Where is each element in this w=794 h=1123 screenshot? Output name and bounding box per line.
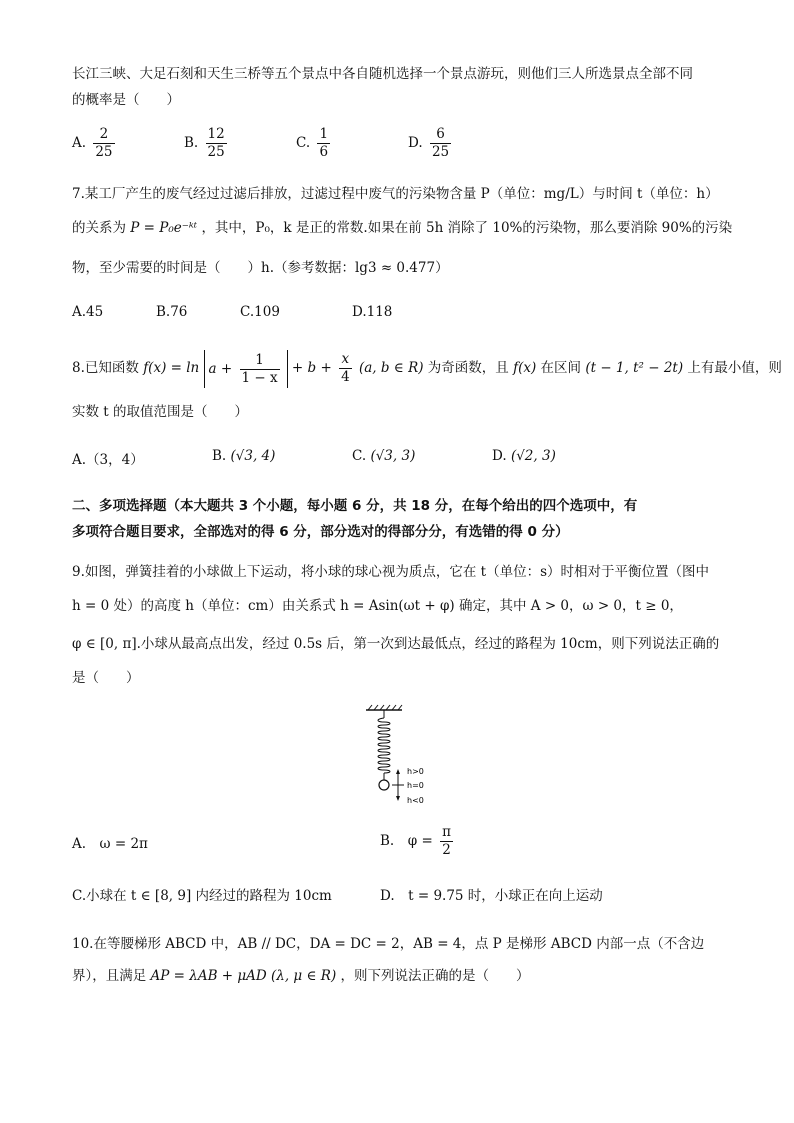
q10-line1: 10.在等腰梯形 ABCD 中，AB // DC，DA = DC = 2，AB = 4，点 P 是梯形 ABCD 内部一点（不含边 — [72, 936, 705, 952]
q9-line1: 9.如图，弹簧挂着的小球做上下运动，将小球的球心视为质点，它在 t（单位：s）时相对于平衡位置（图中 — [72, 564, 710, 580]
label-h-positive: h>0 — [407, 767, 424, 776]
q6-option-b-fraction: $\frac{12}{25}$ — [207, 126, 225, 160]
q9-option-c: C.小球在 t ∈ [8, 9] 内经过的路程为 10cm — [72, 888, 332, 904]
q6-option-b: B. $\frac{12}{25}$ — [184, 126, 225, 160]
q8-absolute-value: a + $\frac{1}{1 - x}$ — [204, 350, 288, 388]
q8-option-a: A.（3，4） — [72, 452, 144, 468]
q9-option-d: D. t = 9.75 时，小球正在向上运动 — [380, 888, 603, 904]
q6-option-a-fraction: $\frac{2}{25}$ — [95, 126, 113, 160]
q6-option-d-fraction: $\frac{6}{25}$ — [431, 126, 450, 160]
q9-line2: h = 0 处）的高度 h（单位：cm）由关系式 h = Asin(ωt + φ) 确定，其中 A > 0，ω > 0，t ≥ 0， — [72, 598, 683, 614]
section2-heading-line1: 二、多项选择题（本大题共 3 个小题，每小题 6 分，共 18 分，在每个给出的四个选项中，有 — [72, 498, 638, 514]
q10-line2: 界），且满足 AP = λAB + μAD (λ, μ ∈ R) ，则下列说法正确的是（ ） — [72, 968, 530, 984]
q9-option-b: B. φ = $\frac{\pi}{2}$ — [380, 824, 451, 858]
label-h-negative: h<0 — [407, 796, 424, 805]
q6-option-d: D. $\frac{6}{25}$ — [408, 126, 450, 160]
q9-option-a: A. ω = 2π — [72, 836, 148, 852]
q8-option-c: C. (√3, 3) — [352, 448, 416, 464]
q7-option-a: A.45 — [72, 304, 104, 320]
q10-vector-equation: AP = λAB + μAD (λ, μ ∈ R) — [150, 968, 337, 984]
q6-option-a: A. $\frac{2}{25}$ — [72, 126, 113, 160]
spring-diagram — [360, 704, 440, 810]
q7-option-d: D.118 — [352, 304, 393, 320]
q7-line2: 的关系为 P = P₀e⁻ᵏᵗ ，其中，P₀，k 是正的常数.如果在前 5h 消除了 10%的污染物，那么要消除 90%的污染 — [72, 220, 733, 236]
q7-option-c: C.109 — [240, 304, 280, 320]
q6-line2: 的概率是（ ） — [72, 92, 180, 108]
q8-option-b: B. (√3, 4) — [212, 448, 276, 464]
q7-option-b: B.76 — [156, 304, 188, 320]
q8-line1: 8.已知函数 f(x) = ln a + $\frac{1}{1 - x}$ + b + $\frac{x}{4}$ (a, b ∈ R) 为奇函数，且 f(x) 在区间 (t − 1, t² − 2t) 上有最小值，则 — [72, 351, 782, 386]
label-h-zero: h=0 — [407, 781, 424, 790]
q6-option-c: C. $\frac{1}{6}$ — [296, 126, 329, 160]
q7-formula: P = P₀e⁻ᵏᵗ — [130, 220, 198, 236]
q6-line1: 长江三峡、大足石刻和天生三桥等五个景点中各自随机选择一个景点游玩，则他们三人所选景点全部不同 — [72, 66, 693, 82]
q8-option-d: D. (√2, 3) — [492, 448, 556, 464]
section2-heading-line2: 多项符合题目要求，全部选对的得 6 分，部分选对的得部分分，有选错的得 0 分） — [72, 524, 569, 540]
q7-line1: 7.某工厂产生的废气经过过滤后排放，过滤过程中废气的污染物含量 P（单位：mg/L）与时间 t（单位：h） — [72, 186, 719, 202]
q8-line2: 实数 t 的取值范围是（ ） — [72, 404, 249, 420]
q7-line3: 物，至少需要的时间是（ ）h.（参考数据：lg3 ≈ 0.477） — [72, 260, 449, 276]
q9-line3: φ ∈ [0, π].小球从最高点出发，经过 0.5s 后，第一次到达最低点，经过的路程为 10cm，则下列说法正确的 — [72, 636, 720, 652]
q6-option-c-fraction: $\frac{1}{6}$ — [319, 126, 329, 160]
q9-line4: 是（ ） — [72, 670, 140, 686]
q8-interval: (t − 1, t² − 2t) — [585, 360, 684, 376]
